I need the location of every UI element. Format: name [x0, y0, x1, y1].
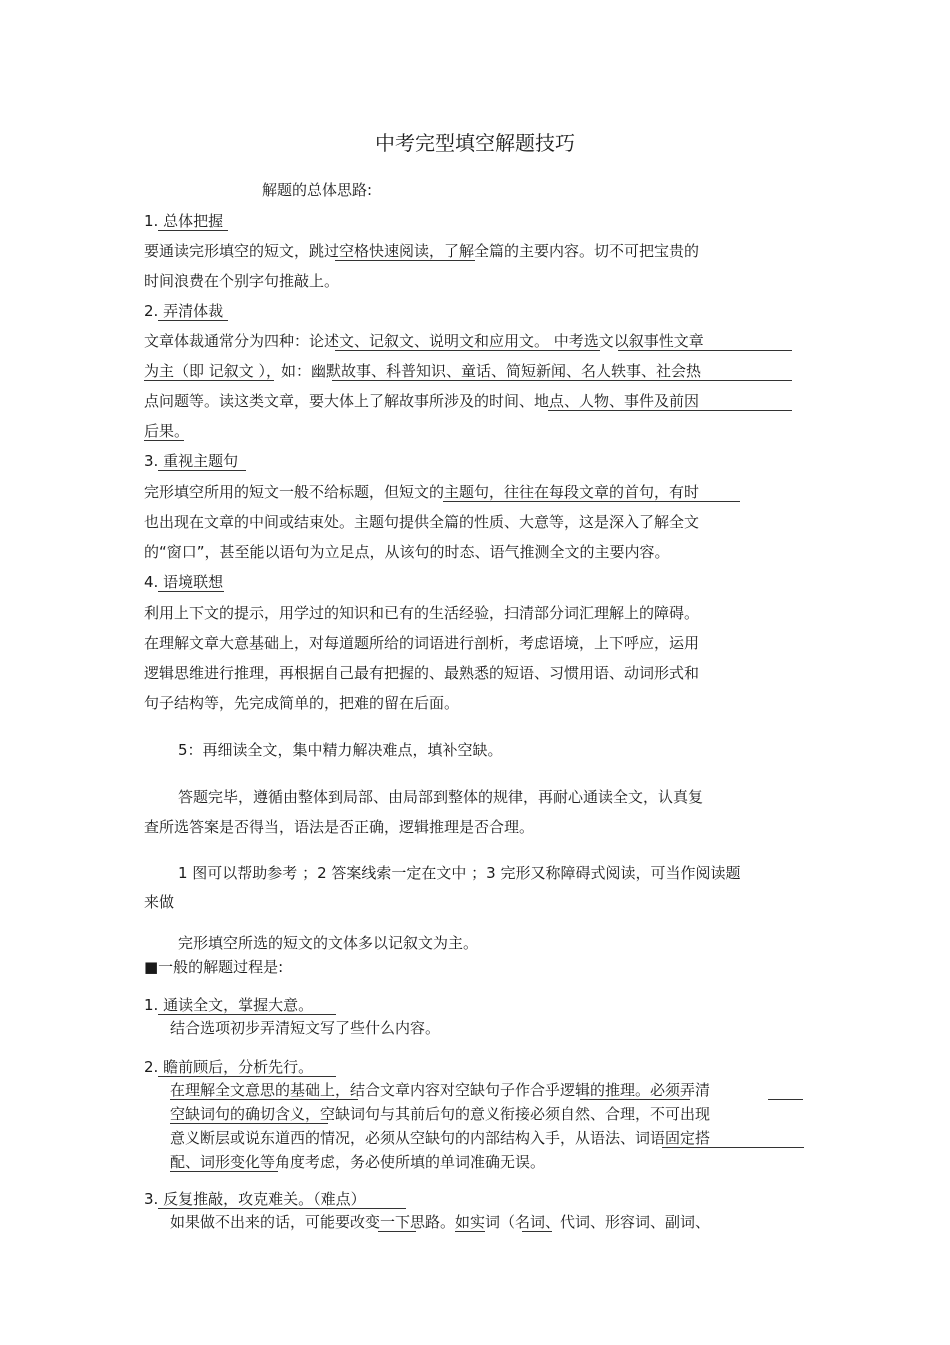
underline: [158, 1076, 336, 1077]
paragraph-line: 句子结构等，先完成简单的，把难的留在后面。: [144, 694, 460, 712]
paragraph-line: 如果做不出来的话，可能要改变一下思路。如实词（名词、代词、形容词、副词、: [170, 1213, 711, 1231]
paragraph-line: 逻辑思维进行推理，再根据自己最有把握的、最熟悉的短语、习惯用语、动词形式和: [144, 664, 700, 682]
paragraph-line: 为主（即 记叙文 ），如：幽默故事、科普知识、童话、简短新闻、名人轶事、社会热: [144, 362, 702, 380]
underline: [158, 320, 228, 321]
underline: [443, 501, 740, 502]
paragraph-line: 在理解文章大意基础上，对每道题所给的词语进行剖析，考虑语境，上下呼应，运用: [144, 634, 700, 652]
underline: [455, 1231, 485, 1232]
paragraph-line: 点问题等。读这类文章，要大体上了解故事所涉及的时间、地点、人物、事件及前因: [144, 392, 700, 410]
paragraph-line: 时间浪费在个别字句推敲上。: [144, 272, 340, 290]
paragraph-line: 后果。: [144, 422, 190, 440]
step-5-text: 5：再细读全文，集中精力解决难点，填补空缺。: [178, 741, 503, 759]
underline: [335, 260, 475, 261]
underline: [158, 1014, 336, 1015]
paragraph-line: 的“窗口”，甚至能以语句为立足点，从该句的时态、语气推测全文的主要内容。: [144, 543, 670, 561]
paragraph-line: 完形填空所用的短文一般不给标题，但短文的主题句，往往在每段文章的首句，有时: [144, 483, 700, 501]
underline: [158, 470, 246, 471]
genre-note: 完形填空所选的短文的文体多以记叙文为主。: [178, 934, 479, 952]
paragraph-line: 文章体裁通常分为四种：论述文、记叙文、说明文和应用文。 中考选文以叙事性文章: [144, 332, 704, 350]
process-heading-3: 3. 反复推敲，攻克难关。（难点）: [144, 1190, 366, 1208]
paragraph-line: 利用上下文的提示，用学过的知识和已有的生活经验，扫清部分词汇理解上的障碍。: [144, 604, 700, 622]
page-title: 中考完型填空解题技巧: [375, 131, 575, 155]
paragraph-line: 配、词形变化等角度考虑，务必使所填的单词准确无误。: [170, 1153, 546, 1171]
process-heading-2: 2. 瞻前顾后，分析先行。: [144, 1058, 314, 1076]
item-heading-1: 1. 总体把握: [144, 212, 224, 230]
underline: [768, 1099, 803, 1100]
tips-line: 1 图可以帮助参考 ；2 答案线索一定在文中 ；3 完形又称障碍式阅读，可当作阅读题: [178, 864, 741, 882]
underline: [332, 380, 792, 381]
underline: [378, 1231, 416, 1232]
item-heading-2: 2. 弄清体裁: [144, 302, 224, 320]
underline: [662, 1147, 804, 1148]
section-heading-process: ■一般的解题过程是:: [144, 958, 284, 976]
process-heading-1: 1. 通读全文，掌握大意。: [144, 996, 314, 1014]
paragraph-line: 空缺词句的确切含义，空缺词句与其前后句的意义衔接必须自然、合理，不可出现: [170, 1105, 711, 1123]
underline: [158, 1208, 406, 1209]
underline: [335, 350, 600, 351]
underline: [522, 1231, 552, 1232]
paragraph-line: 在理解全文意思的基础上，结合文章内容对空缺句子作合乎逻辑的推理。必须弄清: [170, 1081, 711, 1099]
paragraph-line: 查所选答案是否得当，语法是否正确，逻辑推理是否合理。: [144, 818, 535, 836]
underline: [580, 1099, 690, 1100]
section-heading-overall-approach: 解题的总体思路:: [262, 181, 373, 199]
underline: [144, 440, 184, 441]
paragraph-line: 结合选项初步弄清短文写了些什么内容。: [170, 1019, 441, 1037]
underline: [170, 1099, 358, 1100]
underline: [618, 350, 792, 351]
underline: [170, 1171, 278, 1172]
item-heading-4: 4. 语境联想: [144, 573, 224, 591]
underline: [144, 380, 274, 381]
paragraph-line: 意义断层或说东道西的情况，必须从空缺句的内部结构入手，从语法、词语固定搭: [170, 1129, 711, 1147]
underline: [158, 591, 224, 592]
item-heading-3: 3. 重视主题句: [144, 452, 239, 470]
paragraph-line: 要通读完形填空的短文，跳过空格快速阅读，了解全篇的主要内容。切不可把宝贵的: [144, 242, 700, 260]
underline: [548, 410, 792, 411]
underline: [170, 1123, 328, 1124]
paragraph-line: 答题完毕，遵循由整体到局部、由局部到整体的规律，再耐心通读全文，认真复: [178, 788, 704, 806]
paragraph-line: 也出现在文章的中间或结束处。主题句提供全篇的性质、大意等，这是深入了解全文: [144, 513, 700, 531]
underline: [158, 230, 228, 231]
tips-line: 来做: [144, 893, 175, 911]
